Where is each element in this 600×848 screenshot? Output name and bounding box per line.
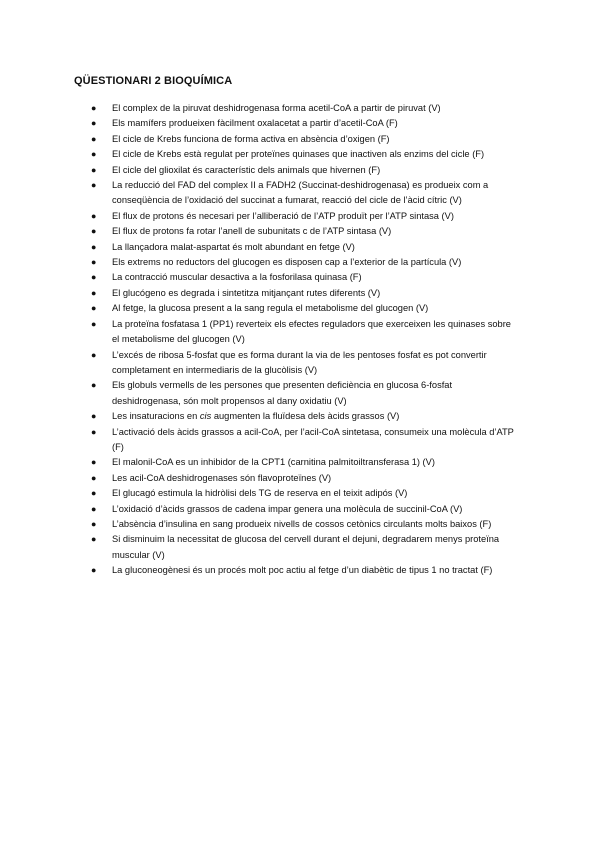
bullet-icon: ● xyxy=(91,472,97,483)
bullet-icon: ● xyxy=(91,210,97,221)
list-item-text: El complex de la piruvat deshidrogenasa forma acetil-CoA a partir de piruvat (V) xyxy=(112,103,441,113)
bullet-icon: ● xyxy=(91,565,97,576)
bullet-icon: ● xyxy=(91,287,97,298)
list-item-text: Si disminuim la necessitat de glucosa del cervell durant el dejuni, degradarem menys proteïna muscular (V) xyxy=(112,534,500,560)
list-item xyxy=(0,471,600,486)
list-item xyxy=(0,455,600,470)
list-item-text: El flux de protons fa rotar l’anell de subunitats c de l’ATP sintasa (V) xyxy=(112,226,392,237)
bullet-icon: ● xyxy=(91,272,97,283)
list-item xyxy=(0,425,600,456)
list-item-text: Els globuls vermells de les persones que presenten deficiència en glucosa 6-fosfat deshidrogenasa, són molt propensos al dany oxidatiu (V) xyxy=(112,380,453,406)
list-item-text: L’absència d’insulina en sang produeix nivells de cossos cetònics circulants molts baixos (F) xyxy=(112,518,492,529)
bullet-icon: ● xyxy=(91,118,97,129)
bullet-icon: ● xyxy=(91,349,97,360)
list-item xyxy=(0,563,600,578)
list-item xyxy=(0,178,600,209)
list-item xyxy=(0,348,600,379)
list-item xyxy=(0,486,600,501)
bullet-icon: ● xyxy=(91,180,97,191)
bullet-icon: ● xyxy=(91,518,97,529)
bullet-icon: ● xyxy=(91,257,97,268)
list-item-text: El cicle de Krebs està regulat per proteïnes quinases que inactiven als enzims del cicle (F) xyxy=(112,149,485,160)
list-item xyxy=(0,209,600,224)
list-item-text: Les acil-CoA deshidrogenases són flavoproteïnes (V) xyxy=(112,472,332,483)
bullet-icon: ● xyxy=(91,457,97,468)
bullet-icon: ● xyxy=(91,164,97,175)
list-item xyxy=(0,378,600,409)
list-item xyxy=(0,224,600,239)
list-item xyxy=(0,116,600,131)
list-item xyxy=(0,317,600,348)
list-item-text: La reducció del FAD del complex II a FADH2 (Succinat-deshidrogenasa) es produeix com a conseqüència de l’oxidació del succinat a fumarat, reacció del cicle de l’àcid cítric (V) xyxy=(112,180,489,206)
list-item-text: La gluconeogènesi és un procés molt poc actiu al fetge d’un diabètic de tipus 1 no tractat (F) xyxy=(112,565,493,576)
bullet-icon: ● xyxy=(91,534,97,545)
bullet-icon: ● xyxy=(91,241,97,252)
list-item xyxy=(0,240,600,255)
list-item-text: La contracció muscular desactiva a la fosforilasa quinasa (F) xyxy=(112,272,362,283)
list-item xyxy=(0,147,600,162)
bullet-icon: ● xyxy=(91,149,97,160)
bullet-icon: ● xyxy=(91,318,97,329)
list-item-text: El glucagó estimula la hidròlisi dels TG de reserva en el teixit adipós (V) xyxy=(112,488,408,499)
list-item xyxy=(0,532,600,563)
bullet-icon: ● xyxy=(91,103,97,113)
list-item xyxy=(0,409,600,424)
list-item-text: L’activació dels àcids grassos a acil-CoA, per l’acil-CoA sintetasa, consumeix una molècula d’ATP (F) xyxy=(112,426,514,452)
list-item-text: El cicle del glioxilat és característic dels animals que hivernen (F) xyxy=(112,164,381,175)
bullet-icon: ● xyxy=(91,380,97,391)
list-item-text: Les insaturacions en cis augmenten la fluïdesa dels àcids grassos (V) xyxy=(112,411,400,422)
list-item-text: L’excés de ribosa 5-fosfat que es forma durant la via de les pentoses fosfat es pot convertir completament en intermediaris de la glucòlisis (V) xyxy=(112,349,487,375)
list-item xyxy=(0,502,600,517)
bullet-icon: ● xyxy=(91,303,97,314)
bullet-icon: ● xyxy=(91,503,97,514)
list-item-text: El flux de protons és necesari per l’alliberació de l’ATP produït per l’ATP sintasa (V) xyxy=(112,210,454,221)
list-item-text: La llançadora malat-aspartat és molt abundant en fetge (V) xyxy=(112,241,355,252)
list-item-text: L’oxidació d’àcids grassos de cadena impar genera una molècula de succinil-CoA (V) xyxy=(112,503,463,514)
question-list xyxy=(0,101,600,579)
list-item xyxy=(0,101,600,116)
list-item-text: Els mamífers produeixen fàcilment oxalacetat a partir d’acetil-CoA (F) xyxy=(112,118,398,129)
bullet-icon: ● xyxy=(91,226,97,237)
bullet-icon: ● xyxy=(91,426,97,437)
bullet-icon: ● xyxy=(91,411,97,422)
bullet-icon: ● xyxy=(91,488,97,499)
list-item xyxy=(0,255,600,270)
list-item-text: El cicle de Krebs funciona de forma activa en absència d’oxigen (F) xyxy=(112,133,390,144)
list-item xyxy=(0,270,600,285)
list-item-text: Al fetge, la glucosa present a la sang regula el metabolisme del glucogen (V) xyxy=(112,303,429,314)
list-item xyxy=(0,301,600,316)
list-item-text: El glucógeno es degrada i sintetitza mitjançant rutes diferents (V) xyxy=(112,287,381,298)
list-item xyxy=(0,163,600,178)
list-item xyxy=(0,517,600,532)
document-title: QÜESTIONARI 2 BIOQUÍMICA xyxy=(74,75,233,87)
list-item xyxy=(0,286,600,301)
list-item xyxy=(0,132,600,147)
bullet-icon: ● xyxy=(91,133,97,144)
list-item-text: El malonil-CoA es un inhibidor de la CPT1 (carnitina palmitoiltransferasa 1) (V) xyxy=(112,457,435,468)
list-item-text: La proteïna fosfatasa 1 (PP1) reverteix els efectes reguladors que exerceixen les quinases sobre el metabolisme del glucogen (V) xyxy=(112,318,511,345)
list-item-text: Els extrems no reductors del glucogen es disposen cap a l’exterior de la partícula (V) xyxy=(112,257,462,268)
